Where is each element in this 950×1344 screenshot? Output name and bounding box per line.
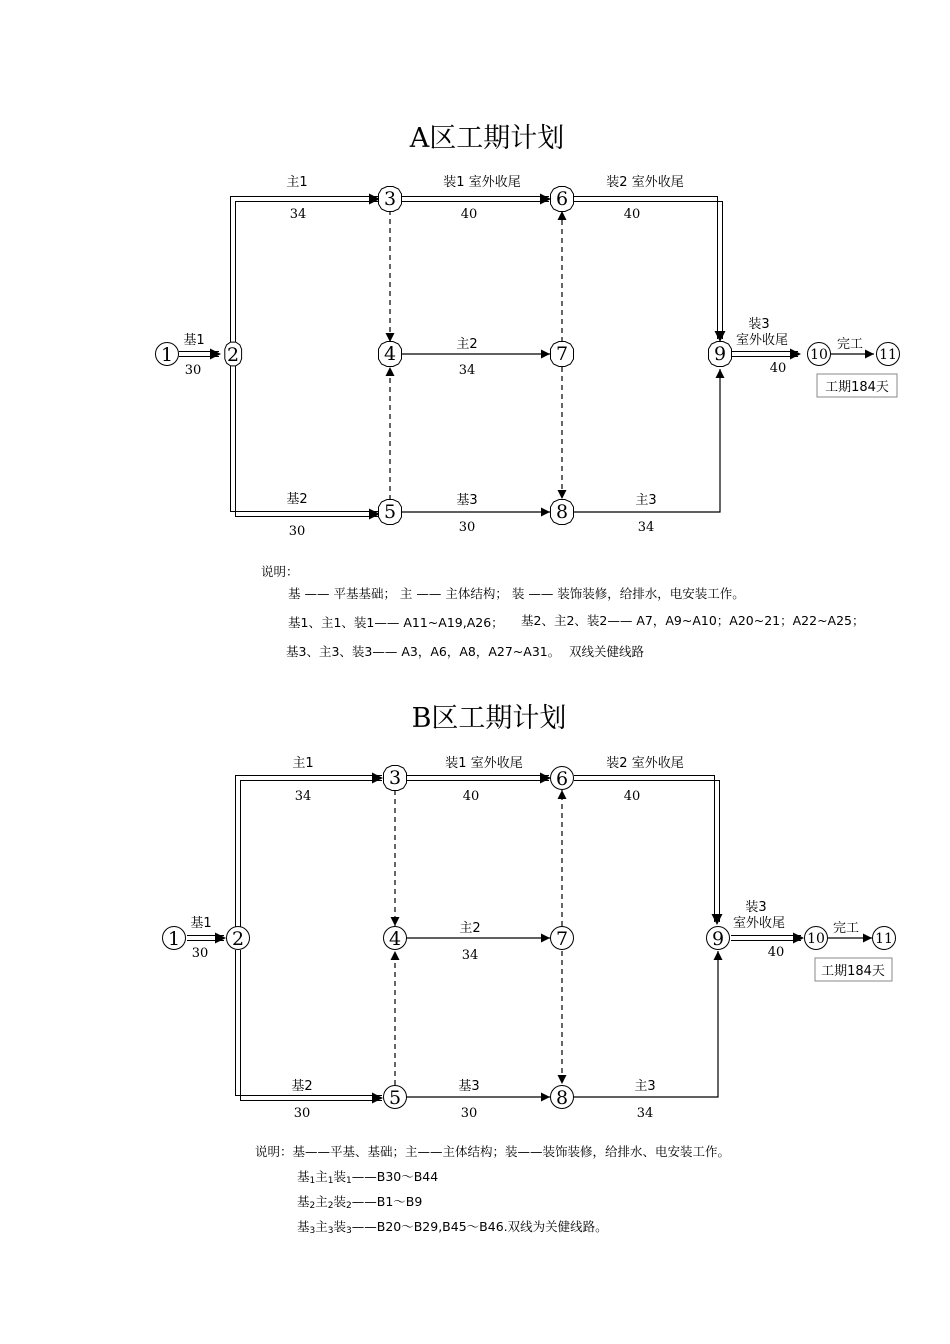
activity-a47-duration: 34 [461,948,479,963]
activity-a25-duration: 30 [288,524,306,539]
activity-a58-duration: 30 [460,1106,478,1121]
plan-a-note-group1: 基1、主1、装1—— A11~A19,A26； [288,615,504,630]
node-2-label: 2 [226,344,240,366]
plan-b-total-duration: 工期184天 [821,964,885,979]
activity-a910-name2: 室外收尾 [735,333,789,348]
activity-a69-duration: 40 [623,207,641,222]
group-3-range: ——B20～B29,B45～B46.双线为关健线路。 [351,1219,608,1234]
activity-a12-duration: 30 [191,946,209,961]
node-7-label: 7 [555,343,569,365]
node-11-label: 11 [879,347,897,363]
activity-a12-duration: 30 [184,363,202,378]
activity-a23-name: 主1 [292,756,314,771]
node-4-label: 4 [383,343,397,365]
node-1-label: 1 [167,928,181,950]
activity-a89-name: 主3 [634,1079,656,1094]
activity-a25-duration: 30 [293,1106,311,1121]
group-2-zhu-sub: 2 [327,1201,334,1211]
plan-a-note-legend: 基 —— 平基基础； 主 —— 主体结构； 装 —— 装饰装修，给排水，电安装工作。 [288,586,745,601]
group-2-range: ——B1～B9 [351,1194,423,1209]
plan-a-total-duration: 工期184天 [825,380,889,395]
activity-a25-name: 基2 [291,1079,313,1094]
plan-a-note-group2: 基2、主2、装2—— A7，A9~A10；A20~21；A22~A25； [521,613,865,628]
activity-a36-duration: 40 [462,789,480,804]
activity-a58-duration: 30 [458,520,476,535]
activity-a1011-name: 完工 [836,337,864,352]
activity-a23-duration: 34 [289,207,307,222]
group-1-range: ——B30～B44 [351,1169,439,1184]
activity-a58-name: 基3 [458,1079,480,1094]
node-9-label: 9 [711,928,725,950]
activity-a910-duration: 40 [769,361,787,376]
activity-a36-name: 装1 室外收尾 [443,175,521,190]
plan-a [156,123,900,659]
node-6-label: 6 [555,768,569,790]
group-1-zhu: 主 [315,1169,328,1184]
activity-a12-name: 基1 [190,916,212,931]
node-8-label: 8 [555,1087,569,1109]
group-2-zhuang-sub: 2 [346,1201,352,1211]
group-2-ji-sub: 2 [309,1201,316,1211]
node-3-label: 3 [388,767,402,789]
plan-b-note-legend: 说明：基——平基、基础；主——主体结构；装——装饰装修，给排水、电安装工作。 [255,1144,731,1159]
node-9-label: 9 [713,343,727,365]
plan-a-note-group3: 基3、主3、装3—— A3，A6，A8，A27~A31。 [286,644,561,659]
activity-a12-name: 基1 [183,333,205,348]
group-3-zhu-sub: 3 [327,1226,334,1236]
group-1-zhuang-sub: 1 [346,1176,352,1186]
plan-a-dummy-arrows [390,210,562,500]
group-2-zhuang: 装 [333,1194,347,1209]
node-11-label: 11 [875,931,893,947]
node-4-label: 4 [388,928,402,950]
activity-a69-name: 装2 室外收尾 [606,756,684,771]
node-5-label: 5 [383,501,397,523]
activity-a47-name: 主2 [459,921,481,936]
plan-b-notes [255,1144,730,1236]
activity-a36-duration: 40 [460,207,478,222]
group-3-zhuang-sub: 3 [346,1226,352,1236]
plan-b-nodes [163,766,896,1110]
activity-a910-name1: 装3 [748,317,770,332]
plan-a-note-heading: 说明： [261,564,299,579]
plan-a-notes [261,564,865,659]
node-10-label: 10 [807,931,825,947]
node-8-label: 8 [555,501,569,523]
group-2-ji: 基 [297,1194,310,1209]
node-6-label: 6 [555,188,569,210]
group-3-zhu: 主 [315,1219,328,1234]
activity-a23-duration: 34 [294,789,312,804]
group-1-zhuang: 装 [333,1169,347,1184]
svg-text:基3主3装3——B20～B29,B45～B46.双线为关健线 [297,1219,608,1236]
plan-b-total-duration-box [815,958,892,981]
node-7-label: 7 [555,928,569,950]
svg-text:基2主2装2——B1～B9 [297,1194,422,1211]
plan-b-note-row-2 [297,1194,422,1211]
activity-a36-name: 装1 室外收尾 [445,756,523,771]
activity-a58-name: 基3 [456,493,478,508]
activity-a89-duration: 34 [636,1106,654,1121]
group-1-ji: 基 [297,1169,310,1184]
node-2-label: 2 [231,928,245,950]
group-3-ji-sub: 3 [309,1226,316,1236]
group-3-ji: 基 [297,1219,310,1234]
activity-a47-duration: 34 [458,363,476,378]
plan-a-total-duration-box [817,374,897,397]
activity-a25-name: 基2 [286,492,308,507]
activity-a89-name: 主3 [635,493,657,508]
activity-a910-name2: 室外收尾 [732,916,786,931]
plan-a-nodes [156,187,900,525]
svg-text:基1主1装1——B30～B44 [297,1169,438,1186]
plan-b-note-row-3 [297,1219,608,1236]
plan-b-note-row-1 [297,1169,438,1186]
plan-a-note-critical: 双线关健线路 [569,644,645,659]
activity-a89-duration: 34 [637,520,655,535]
activity-a1011-name: 完工 [832,921,860,936]
activity-a23-name: 主1 [286,175,308,190]
activity-a69-duration: 40 [623,789,641,804]
activity-a47-name: 主2 [456,337,478,352]
activity-a910-duration: 40 [767,945,785,960]
plan-a-critical-path [179,197,798,517]
plan-b-title: B区工期计划 [411,703,567,734]
plan-b [163,703,896,1236]
plan-a-title: A区工期计划 [409,123,565,154]
group-1-zhu-sub: 1 [327,1176,334,1186]
node-5-label: 5 [388,1087,402,1109]
group-1-ji-sub: 1 [309,1176,316,1186]
activity-a69-name: 装2 室外收尾 [606,175,684,190]
activity-a910-name1: 装3 [745,900,767,915]
node-3-label: 3 [383,188,397,210]
node-10-label: 10 [810,347,828,363]
group-2-zhu: 主 [315,1194,328,1209]
node-1-label: 1 [160,344,174,366]
group-3-zhuang: 装 [333,1219,347,1234]
